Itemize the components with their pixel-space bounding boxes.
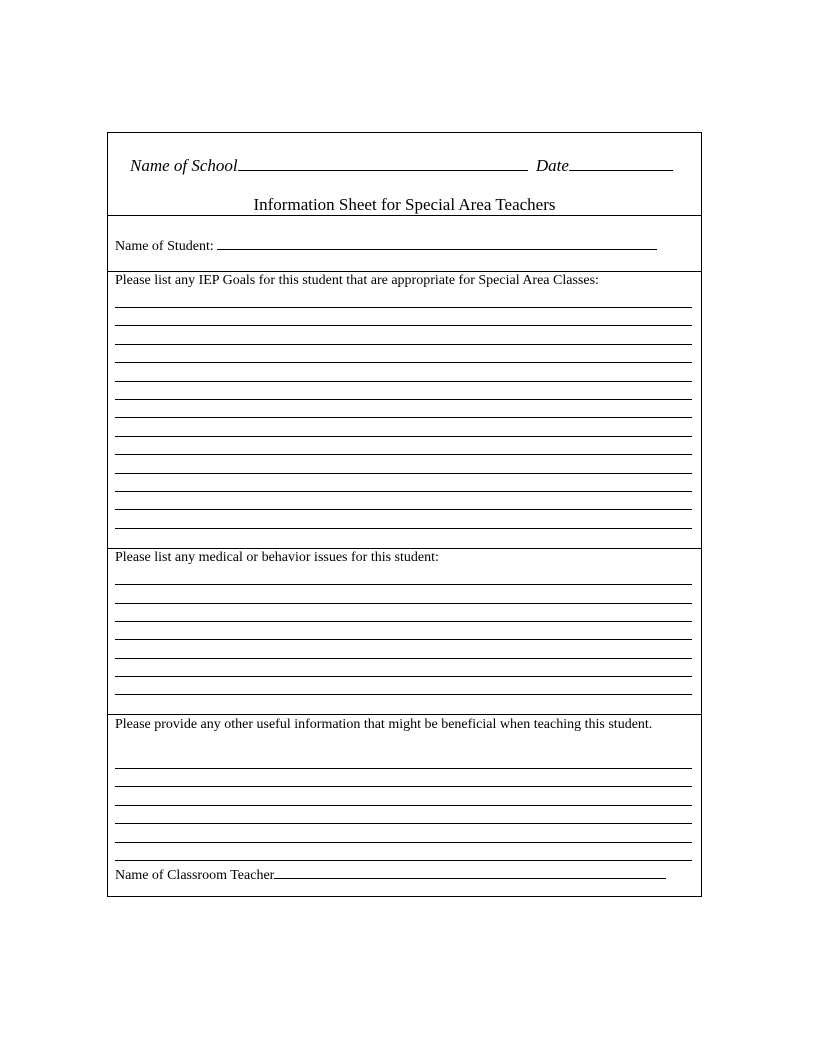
other-info-prompt: Please provide any other useful information that might be beneficial when teaching this student. xyxy=(115,717,653,732)
iep-goals-line[interactable] xyxy=(115,344,692,345)
other-info-line[interactable] xyxy=(115,786,692,787)
student-name-row xyxy=(115,235,657,255)
iep-goals-line[interactable] xyxy=(115,381,692,382)
medical-line[interactable] xyxy=(115,584,692,585)
school-name-field[interactable] xyxy=(238,156,528,171)
iep-goals-line[interactable] xyxy=(115,436,692,437)
medical-line[interactable] xyxy=(115,621,692,622)
iep-goals-line[interactable] xyxy=(115,325,692,326)
date-label: Date xyxy=(535,156,569,175)
medical-line[interactable] xyxy=(115,658,692,659)
teacher-name-label: Name of Classroom Teacher xyxy=(115,868,275,883)
school-label: Name of School xyxy=(130,156,238,175)
header-section xyxy=(108,133,701,216)
student-section xyxy=(108,216,701,272)
other-info-line[interactable] xyxy=(115,805,692,806)
medical-prompt: Please list any medical or behavior issues for this student: xyxy=(115,550,439,565)
school-date-row xyxy=(130,156,673,176)
page-title: Information Sheet for Special Area Teachers xyxy=(253,195,556,214)
iep-goals-line[interactable] xyxy=(115,399,692,400)
date-field[interactable] xyxy=(569,156,673,171)
other-info-line[interactable] xyxy=(115,768,692,769)
information-sheet-form xyxy=(107,132,702,897)
medical-line[interactable] xyxy=(115,603,692,604)
medical-line[interactable] xyxy=(115,639,692,640)
student-name-label: Name of Student: xyxy=(115,239,214,254)
iep-goals-line[interactable] xyxy=(115,491,692,492)
iep-goals-line[interactable] xyxy=(115,417,692,418)
iep-goals-section xyxy=(108,272,701,549)
medical-section xyxy=(108,549,701,715)
teacher-name-field[interactable] xyxy=(274,864,666,879)
teacher-name-row xyxy=(115,864,666,884)
medical-line[interactable] xyxy=(115,694,692,695)
iep-goals-line[interactable] xyxy=(115,307,692,308)
medical-line[interactable] xyxy=(115,676,692,677)
other-info-line[interactable] xyxy=(115,823,692,824)
iep-goals-prompt: Please list any IEP Goals for this student that are appropriate for Special Area Classes: xyxy=(115,273,599,288)
iep-goals-line[interactable] xyxy=(115,454,692,455)
other-info-section xyxy=(108,715,701,896)
other-info-line[interactable] xyxy=(115,842,692,843)
iep-goals-line[interactable] xyxy=(115,509,692,510)
other-info-line[interactable] xyxy=(115,860,692,861)
iep-goals-line[interactable] xyxy=(115,473,692,474)
student-name-field[interactable] xyxy=(217,235,657,250)
iep-goals-line[interactable] xyxy=(115,528,692,529)
iep-goals-line[interactable] xyxy=(115,362,692,363)
